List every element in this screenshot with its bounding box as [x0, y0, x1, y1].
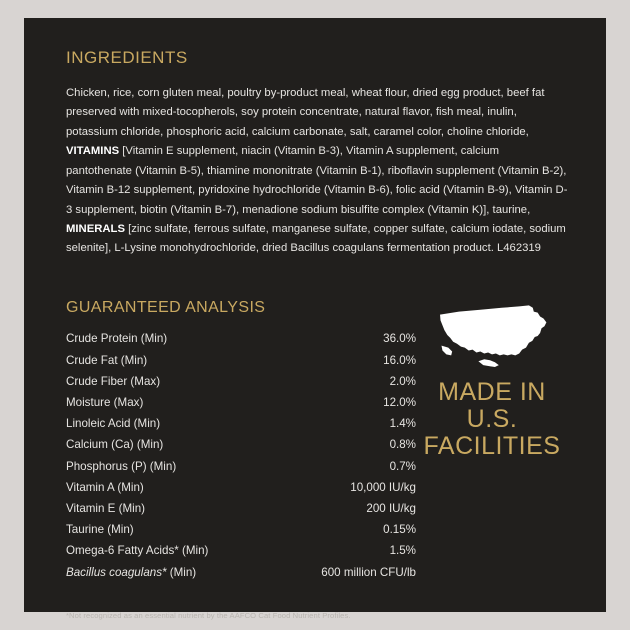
made-in-line-1: MADE IN [438, 377, 546, 406]
table-row [66, 562, 416, 583]
table-row [66, 520, 416, 541]
footnote: *Not recognized as an essential nutrient by the AAFCO Cat Food Nutrient Profiles. [66, 611, 351, 621]
nutrient-value: 0.8% [389, 438, 416, 452]
table-row [66, 499, 416, 520]
nutrient-value: 1.5% [389, 544, 416, 558]
nutrient-value: 36.0% [383, 332, 416, 346]
guaranteed-analysis-title: GUARANTEED ANALYSIS [66, 298, 266, 316]
ingredients-heading-term: VITAMINS [66, 145, 120, 158]
nutrient-name: Crude Fiber (Max) [66, 374, 161, 388]
nutrient-name: Moisture (Max) [66, 395, 144, 409]
table-row [66, 329, 416, 350]
table-row [66, 541, 416, 562]
made-in-badge [416, 299, 568, 460]
guaranteed-analysis-table [66, 329, 416, 584]
table-row [66, 392, 416, 413]
nutrient-value: 16.0% [383, 353, 416, 367]
table-row [66, 350, 416, 371]
nutrient-name: Taurine (Min) [66, 523, 134, 537]
ingredients-text [66, 84, 568, 259]
ingredients-run: Chicken, rice, corn gluten meal, poultry by-product meal, wheat flour, dried egg product, beef fat preserved with mixed-tocopherols, soy protein concentrate, natural flavor, fish meal, inulin, potassium chloride, phosphoric acid, calcium carbonate, salt, caramel color, choline chloride, [66, 87, 545, 138]
ingredients-title: INGREDIENTS [66, 48, 188, 67]
nutrient-value: 0.15% [383, 523, 416, 537]
table-row [66, 477, 416, 498]
nutrient-name: Omega-6 Fatty Acids* (Min) [66, 544, 209, 558]
us-map-icon [432, 301, 552, 369]
made-in-text [424, 379, 561, 460]
made-in-line-2: U.S. [466, 404, 518, 433]
nutrient-name: Vitamin A (Min) [66, 480, 144, 494]
nutrient-name: Phosphorus (P) (Min) [66, 459, 177, 473]
nutrient-name: Crude Protein (Min) [66, 332, 168, 346]
table-row [66, 435, 416, 456]
nutrient-value: 12.0% [383, 395, 416, 409]
ingredients-run: [Vitamin E supplement, niacin (Vitamin B-3), Vitamin A supplement, calcium pantothenate (Vitamin B-5), thiamine mononitrate (Vitamin B-1), riboflavin supplement (Vitamin B-2), Vitamin B-12 supplement, pyridoxine hydrochloride (Vitamin B-6), folic acid (Vitamin B-9), Vitamin D-3 supplement, biotin (Vitamin B-7), menadione sodium bisulfite complex (Vitamin K)], taurine, [66, 145, 568, 216]
nutrient-value: 1.4% [389, 417, 416, 431]
nutrient-name: Bacillus coagulans* (Min) [66, 565, 197, 579]
nutrient-value: 2.0% [389, 374, 416, 388]
nutrient-name: Crude Fat (Min) [66, 353, 148, 367]
nutrient-name-suffix: (Min) [166, 565, 197, 579]
table-row [66, 414, 416, 435]
nutrient-value: 600 million CFU/lb [321, 565, 416, 579]
nutrition-panel [24, 18, 606, 621]
nutrient-value: 0.7% [389, 459, 416, 473]
ingredients-heading-term: MINERALS [66, 222, 125, 235]
nutrient-value: 10,000 IU/kg [350, 480, 416, 494]
nutrient-name: Calcium (Ca) (Min) [66, 438, 164, 452]
guaranteed-analysis-section [66, 299, 568, 621]
nutrient-value: 200 IU/kg [366, 502, 416, 516]
table-row [66, 371, 416, 392]
nutrient-name: Linoleic Acid (Min) [66, 417, 161, 431]
guaranteed-analysis-left [66, 299, 416, 621]
table-row [66, 456, 416, 477]
nutrient-name: Vitamin E (Min) [66, 502, 146, 516]
made-in-line-3: FACILITIES [423, 431, 561, 460]
ingredients-run: [zinc sulfate, ferrous sulfate, manganese sulfate, copper sulfate, calcium iodate, sodium selenite], L-Lysine monohydrochloride, dried Bacillus coagulans fermentation product. L462319 [66, 222, 566, 255]
guaranteed-analysis-table-body [66, 329, 416, 584]
